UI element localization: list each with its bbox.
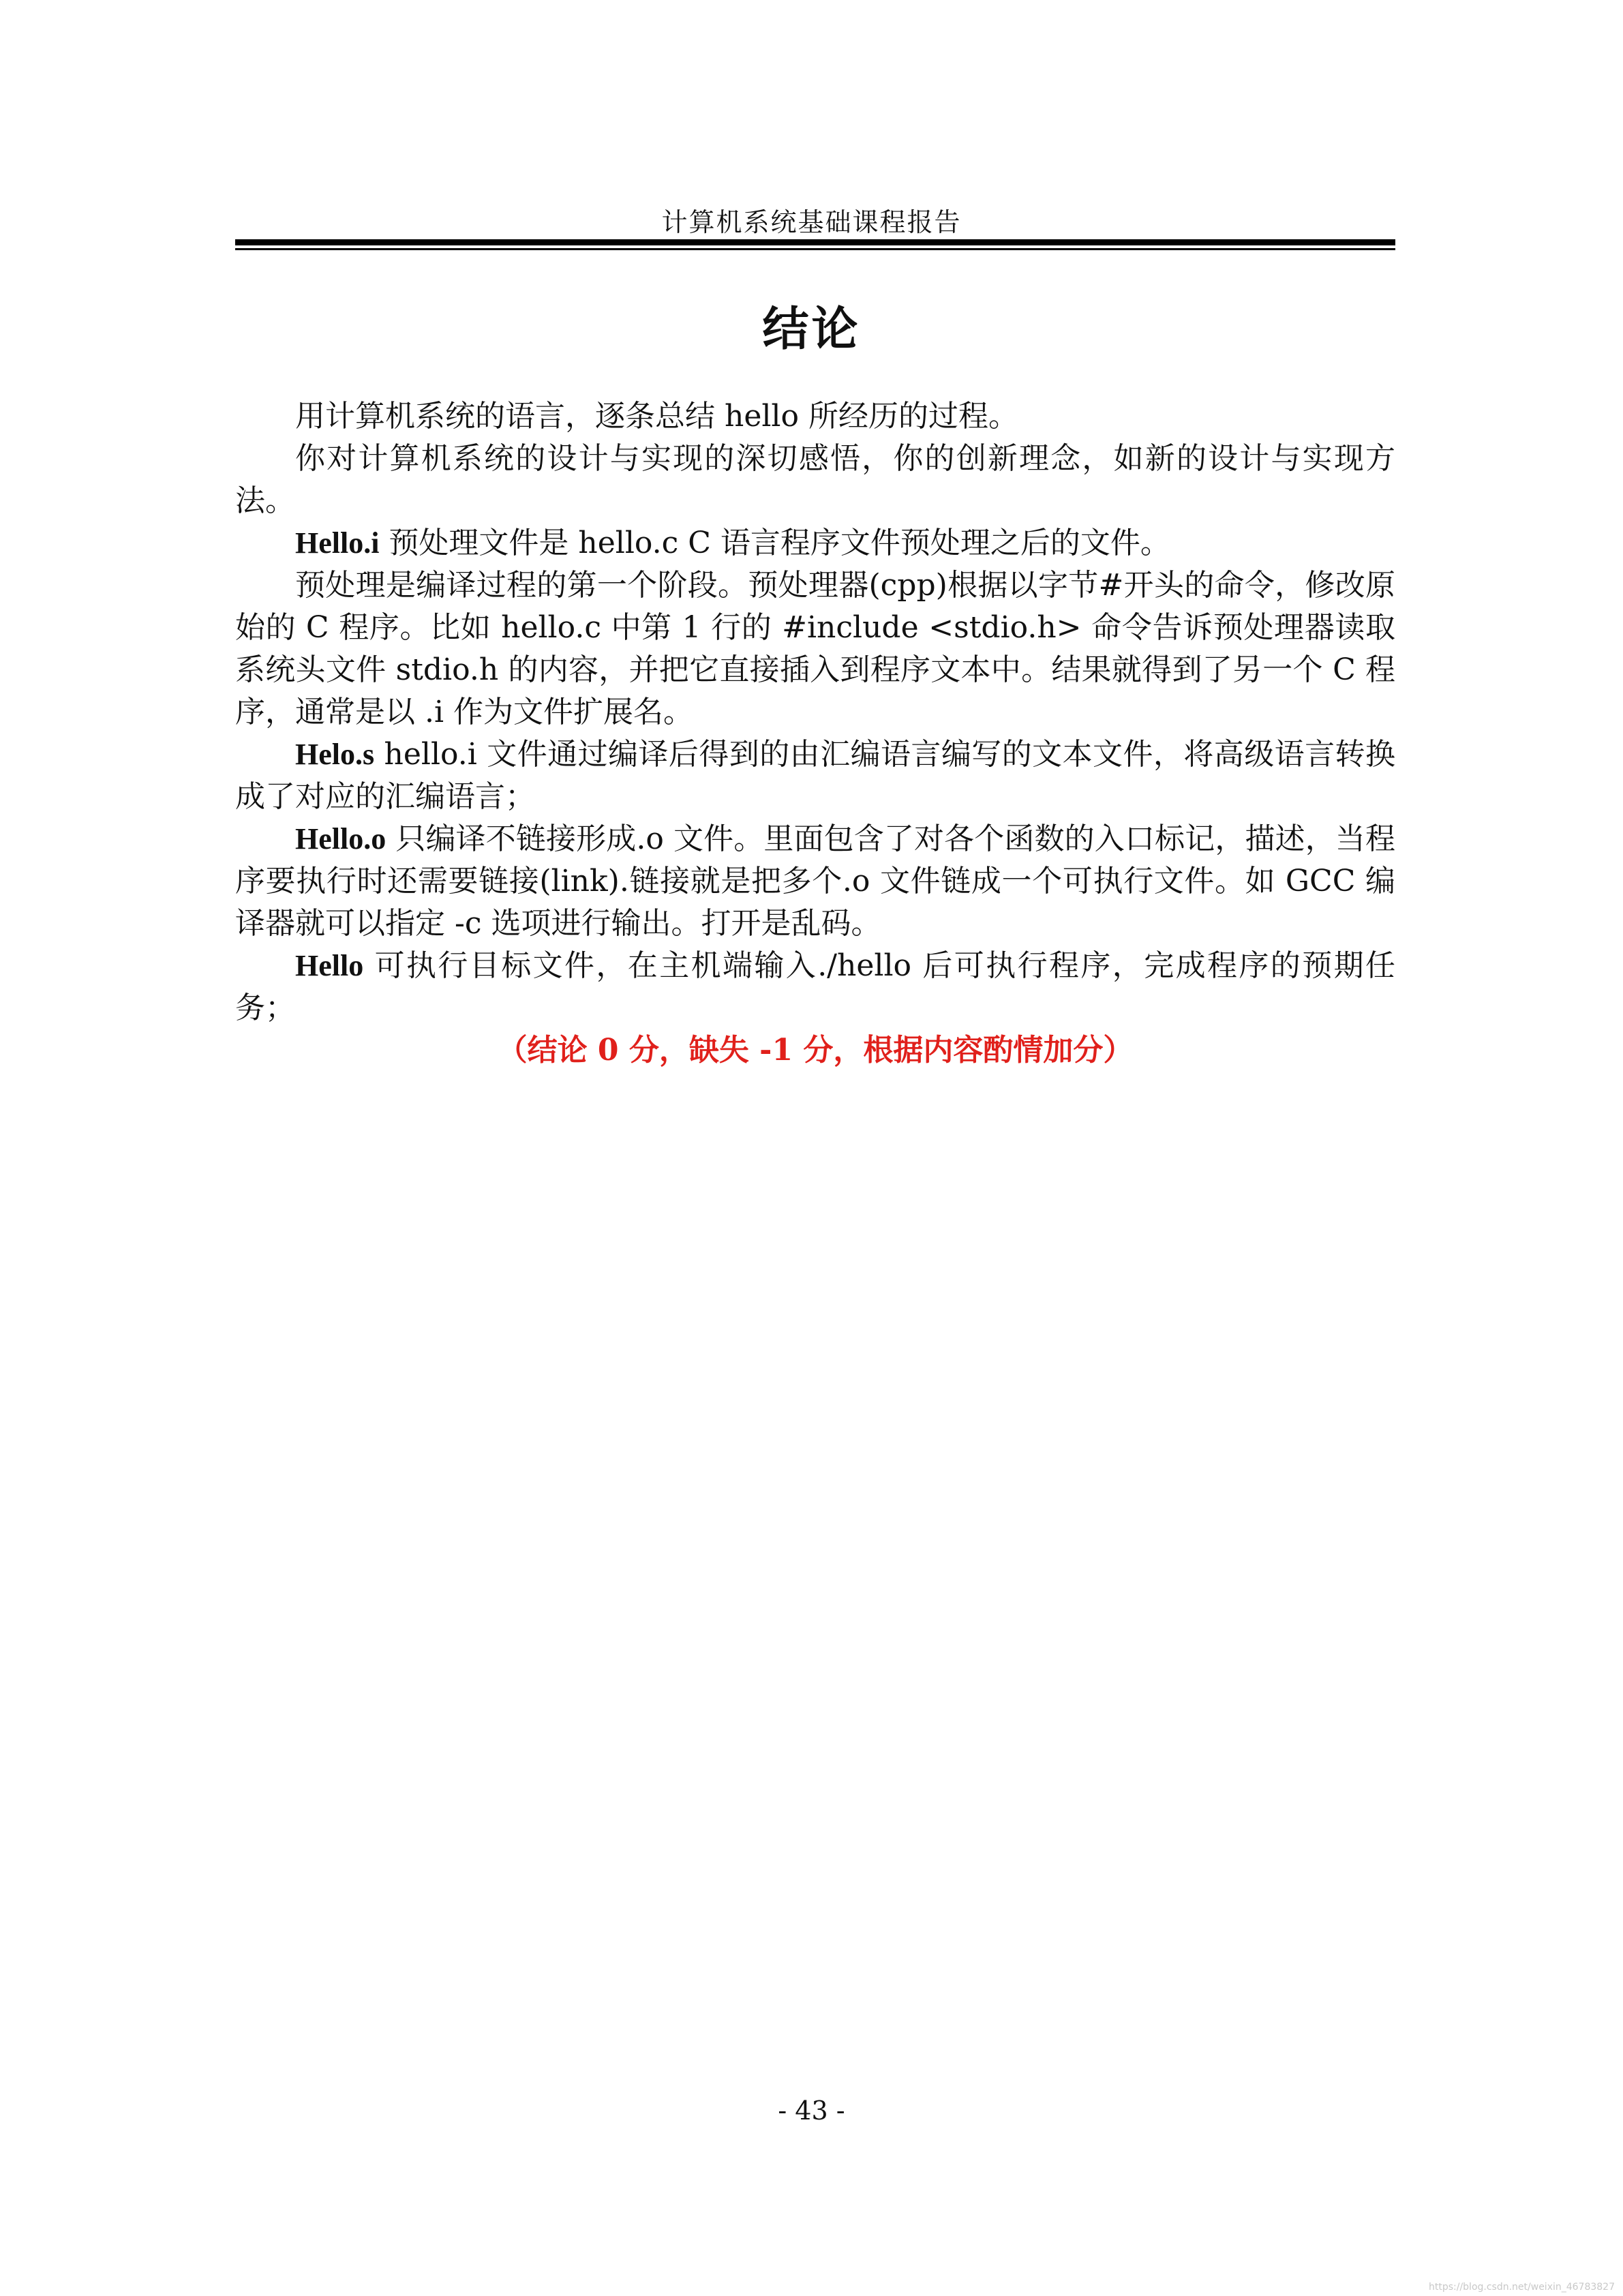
paragraph	[235, 818, 1395, 945]
paragraph	[235, 395, 1395, 438]
body-text	[235, 395, 1395, 1072]
header-rule-thin	[235, 248, 1395, 250]
paragraph-text: hello.i 文件通过编译后得到的由汇编语言编写的文本文件，将高级语言转换成了对应的汇编语言；	[235, 737, 1395, 814]
paragraph-lead: Hello.i	[295, 526, 380, 560]
paragraph-text: 预处理是编译过程的第一个阶段。预处理器(cpp)根据以字节#开头的命令，修改原始的 C 程序。比如 hello.c 中第 1 行的 #include <stdio.h> 命令告诉预处理器读取系统头文件 stdio.h 的内容，并把它直接插入到程序文本中。结果就得到了另一个 C 程序，通常是以 .i 作为文件扩展名。	[235, 568, 1395, 729]
paragraph	[235, 522, 1395, 564]
grading-note: （结论 0 分，缺失 -1 分，根据内容酌情加分）	[497, 1033, 1134, 1068]
paragraph-text: 预处理文件是 hello.c C 语言程序文件预处理之后的文件。	[379, 526, 1170, 560]
paragraph-lead: Hello	[295, 949, 364, 982]
running-header: 计算机系统基础课程报告	[661, 207, 962, 237]
section-title: 结论	[762, 303, 861, 357]
paragraph-lead: Helo.s	[295, 738, 375, 771]
page-number: - 43 -	[778, 2096, 845, 2126]
paragraph-text: 用计算机系统的语言，逐条总结 hello 所经历的过程。	[295, 399, 1018, 434]
paragraph-text: 你对计算机系统的设计与实现的深切感悟，你的创新理念，如新的设计与实现方法。	[235, 441, 1395, 518]
paragraph-text: 只编译不链接形成.o 文件。里面包含了对各个函数的入口标记，描述，当程序要执行时还需要链接(link).链接就是把多个.o 文件链成一个可执行文件。如 GCC 编译器就可以指定 -c 选项进行输出。打开是乱码。	[235, 821, 1395, 941]
paragraph	[235, 945, 1395, 1029]
paragraph	[235, 734, 1395, 818]
paragraph-lead: Hello.o	[295, 822, 386, 856]
watermark-url: https://blog.csdn.net/weixin_46783827	[1428, 2282, 1615, 2293]
paragraph-text: 可执行目标文件，在主机端输入./hello 后可执行程序，完成程序的预期任务；	[235, 948, 1395, 1025]
header-rule-thick	[235, 239, 1395, 245]
paragraph	[235, 564, 1395, 734]
paragraph	[235, 438, 1395, 522]
